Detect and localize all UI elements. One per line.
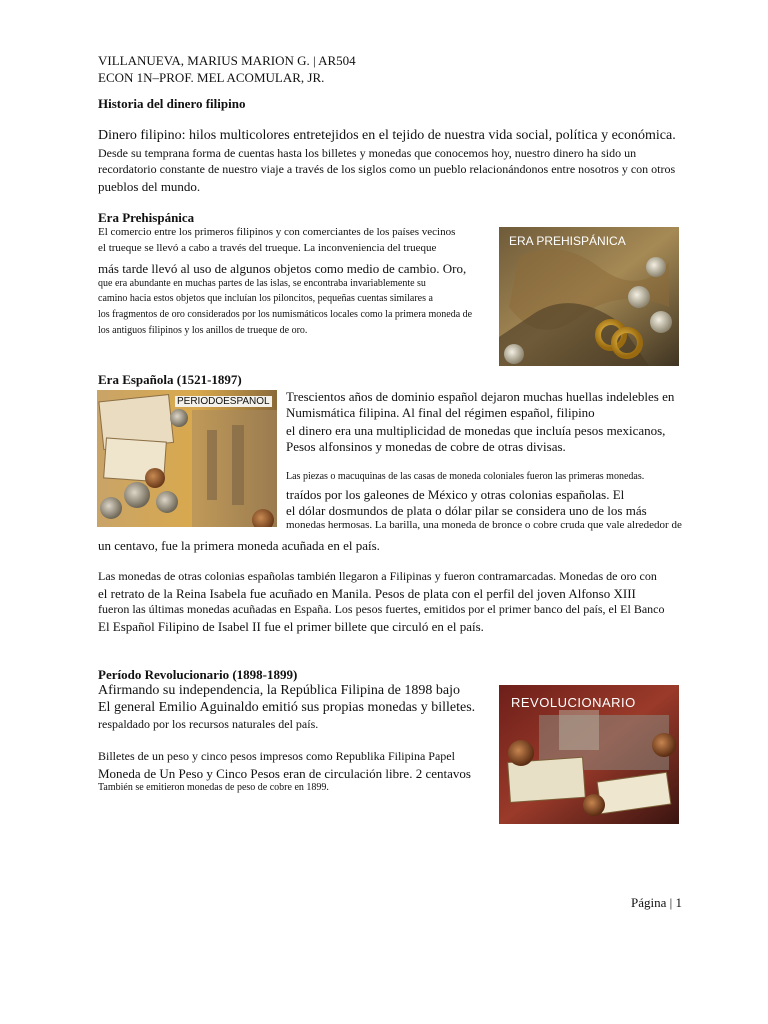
prehispanic-line-3: más tarde llevó al uso de algunos objetos como medio de cambio. Oro, [98,261,467,276]
spanish-line-8: monedas hermosas. La barilla, una moneda de bronce o cobre cruda que vale alrededor de [286,519,682,531]
prehispanic-line-6: los fragmentos de oro considerados por los numismáticos locales como la primera moneda de [98,309,473,320]
revolutionary-line-5: Moneda de Un Peso y Cinco Pesos eran de circulación libre. 2 centavos [98,766,471,781]
page-number: Página | 1 [631,895,682,910]
spanish-image [97,390,277,527]
spanish-line-9: un centavo, fue la primera moneda acuñada en el país. [98,538,380,553]
intro-line-4: pueblos del mundo. [98,179,201,194]
prehispanic-line-1: El comercio entre los primeros filipinos y con comerciantes de los países vecinos [98,226,456,238]
revolutionary-image-caption: REVOLUCIONARIO [511,695,636,710]
prehispanic-line-4: que era abundante en muchas partes de las islas, se encontraba invariablemente su [98,278,426,289]
course-line: ECON 1N–PROF. MEL ACOMULAR, JR. [98,70,325,85]
revolutionary-line-2: El general Emilio Aguinaldo emitió sus propias monedas y billetes. [98,700,476,715]
prehispanic-line-2: el trueque se llevó a cabo a través del trueque. La inconveniencia del trueque [98,242,437,254]
spanish-line-4: Pesos alfonsinos y monedas de cobre de otras divisas. [286,439,566,454]
document-title: Historia del dinero filipino [98,96,246,111]
spanish-line-5: Las piezas o macuquinas de las casas de moneda coloniales fueron las primeras monedas. [286,471,645,482]
prehispanic-line-5: camino hacia estos objetos que incluían los piloncitos, pequeñas cuentas similares a [98,293,433,304]
spanish-line-7: el dólar dosmundos de plata o dólar pilar se considera uno de los más [286,503,647,518]
prehispanic-heading: Era Prehispánica [98,210,195,225]
intro-line-2: Desde su temprana forma de cuentas hasta los billetes y monedas que conocemos hoy, nuestro dinero ha sido un [98,146,637,160]
spanish-line-2: Numismática filipina. Al final del régimen español, filipino [286,405,595,420]
revolutionary-line-1: Afirmando su independencia, la República Filipina de 1898 bajo [98,683,460,698]
spanish-heading: Era Española (1521-1897) [98,372,242,387]
spanish-image-caption: PERIODOESPANOL [177,396,270,407]
revolutionary-line-3: respaldado por los recursos naturales del país. [98,717,319,731]
intro-line-1: Dinero filipino: hilos multicolores entretejidos en el tejido de nuestra vida social, política y económica. [98,128,676,143]
spanish-para2-line-2: el retrato de la Reina Isabela fue acuñado en Manila. Pesos de plata con el perfil del joven Alfonso XIII [98,586,636,601]
prehispanic-image [499,227,679,366]
spanish-line-6: traídos por los galeones de México y otras colonias españolas. El [286,487,625,502]
revolutionary-heading: Período Revolucionario (1898-1899) [98,667,298,682]
intro-line-3: recordatorio constante de nuestro viaje a través de los siglos como un pueblo relacionándonos entre nosotros y con otros [98,162,676,176]
spanish-para2-line-3: fueron las últimas monedas acuñadas en España. Los pesos fuertes, emitidos por el primer banco del país, el El Banco [98,602,665,616]
revolutionary-line-6: También se emitieron monedas de peso de cobre en 1899. [98,782,329,793]
prehispanic-line-7: los antiguos filipinos y los anillos de trueque de oro. [98,325,308,336]
revolutionary-image [499,685,679,824]
author-line: VILLANUEVA, MARIUS MARION G. | AR504 [98,53,356,68]
revolutionary-line-4: Billetes de un peso y cinco pesos impresos como Republika Filipina Papel [98,749,455,763]
spanish-para2-line-4: El Español Filipino de Isabel II fue el primer billete que circuló en el país. [98,619,484,634]
spanish-line-1: Trescientos años de dominio español dejaron muchas huellas indelebles en [286,389,675,404]
spanish-line-3: el dinero era una multiplicidad de monedas que incluía pesos mexicanos, [286,423,666,438]
prehispanic-image-caption: ERA PREHISPÁNICA [509,234,626,248]
spanish-para2-line-1: Las monedas de otras colonias españolas también llegaron a Filipinas y fueron contramarcadas. Monedas de oro con [98,569,657,583]
